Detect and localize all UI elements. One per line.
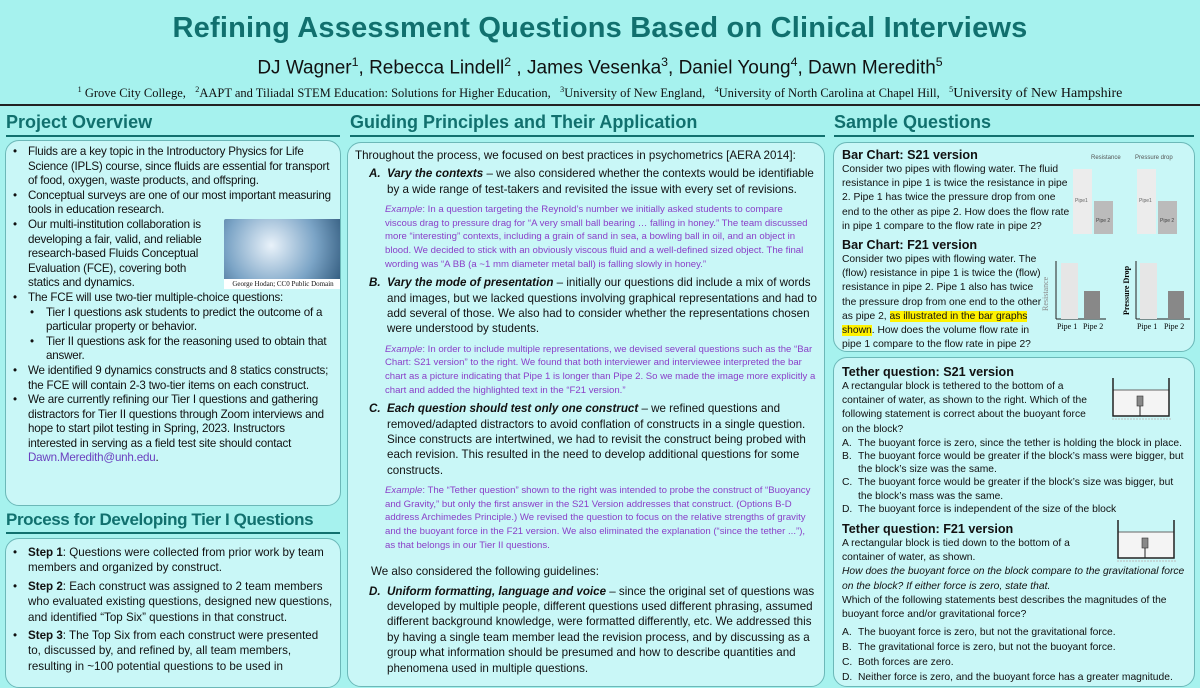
- principle-b: B. Vary the mode of presentation – initially our questions did include a mix of words and images, but we lacked questions involving graphical representations and had to add several of those. We also had to consider whether the representations chosen were understood by students.: [369, 276, 817, 336]
- tether-container-diagram-f21: [1117, 518, 1177, 562]
- overview-bullet: • We are currently refining our Tier I questions and gathering distractors for Tier II questions through Zoom interviews and hope to start pilot testing in Spring, 2023. Instructors interested in serving as a field test site should contact Dawn.Meredith@unh.edu.: [8, 393, 336, 466]
- svg-text:Pipe 1: Pipe 1: [1057, 322, 1078, 331]
- svg-text:Pipe 2: Pipe 2: [1164, 322, 1185, 331]
- principle-b-example: Example: In order to include multiple representations, we devised several questions such as the “Bar Chart: S21 version” to the right. We found that both interviewer and interviewee interpreted the bar chart as a picture indicating that Pipe 1 is longer than Pipe 2. So we made the image more explicitly a chart and added the highlighted text in the “F21 version.”: [385, 343, 816, 396]
- tether-f21-option: A. The buoyant force is zero, but not the gravitational force.: [842, 627, 1116, 639]
- principles-box: [347, 142, 825, 687]
- samples-heading: Sample Questions: [834, 112, 1194, 137]
- authors: DJ Wagner$^1$, Rebecca Lindell$^2$ , James Vesenka$^3$, Daniel Young$^4$, Dawn Meredith$^5$: [257, 55, 943, 79]
- process-heading: Process for Developing Tier I Questions: [6, 510, 340, 534]
- bar-chart-questions-box: [833, 142, 1195, 352]
- tether-f21-option: C. Both forces are zero.: [842, 657, 954, 669]
- poster-title: Refining Assessment Questions Based on Clinical Interviews: [172, 12, 1028, 44]
- overview-bullet: • The FCE will use two-tier multiple-choice questions:: [8, 291, 336, 306]
- header-divider: [0, 104, 1200, 106]
- svg-text:Pipe 2: Pipe 2: [1083, 322, 1104, 331]
- svg-text:Resistance: Resistance: [1041, 276, 1050, 311]
- tether-f21-title: Tether question: F21 version: [842, 522, 1014, 537]
- principle-c: C. Each question should test only one construct – we refined questions and removed/adapted distractors to avoid conflation of constructs in a single question. Since constructs are intertwined, we had to revisit the construct being probed with each revision. This resulted in the need to develop additional questions for some constructs.: [369, 402, 806, 477]
- overview-bullet: • Our multi-institution collaboration is developing a fair, valid, and reliable research-based Fluids Conceptual Evaluation (FCE), covering both statics and dynamics.: [8, 218, 336, 291]
- highlighted-text: as illustrated in the bar graphs shown: [842, 310, 1028, 337]
- overview-subbullet: • Tier II questions ask for the reasoning used to obtain that answer.: [8, 335, 336, 364]
- overview-subbullet: • Tier I questions ask students to predict the outcome of a particular property or behavior.: [8, 306, 336, 335]
- tether-container-diagram: [1112, 376, 1172, 420]
- contact-email-link[interactable]: Dawn.Meredith@unh.edu: [28, 451, 156, 465]
- tether-s21-option: A. The buoyant force is zero, since the tether is holding the block in place.: [842, 437, 1182, 449]
- bar-chart-s21-image: [1069, 149, 1194, 239]
- guidelines-intro: We also considered the following guidelines:: [371, 565, 599, 579]
- tether-f21-text2: Which of the following statements best describes the magnitudes of the buoyant force and/or gravitational force?: [842, 594, 1167, 621]
- svg-text:Pipe1: Pipe1: [1139, 198, 1152, 204]
- tether-f21-option: B. The gravitational force is zero, but not the buoyant force.: [842, 642, 1116, 654]
- tether-s21-option: C. The buoyant force would be greater if the block’s size was bigger, but the block’s mass was the same.: [842, 477, 1174, 502]
- process-step: • Step 3: The Top Six from each construct were presented to, discussed by, and refined by, all team members, resulting in ~100 potential questions to be used in: [8, 628, 334, 674]
- affiliations: $^1$ Grove City College, $^2$AAPT and Tiliadal STEM Education: Solutions for Higher Education, $^3$University of New England, $^4$University of North Carolina at Chapel Hill, $^5$University of New Hampshire: [77, 85, 1123, 102]
- overview-bullet: • Conceptual surveys are one of our most important measuring tools in education research.: [8, 189, 336, 218]
- principles-intro: Throughout the process, we focused on best practices in psychometrics [AERA 2014]:: [355, 149, 796, 162]
- bar-f21-question: Bar Chart: F21 version Consider two pipes with flowing water. The (flow) resistance in pipe 1 is twice the (flow) resistance in pipe 2. Pipe 1 also has twice the pressure drop from one end to the other as pipe 2, as illustrated in the bar graphs shown. How does the volume flow rate in pipe 1 compare to the flow rate in pipe 2?: [842, 238, 1042, 351]
- principle-a: A. Vary the contexts – we also considered whether the contexts would be identifiable by a wide range of test-takers and revisited the issue with every set of revisions.: [369, 167, 814, 196]
- svg-text:Pipe 2: Pipe 2: [1096, 218, 1111, 224]
- photo-caption: George Hodan; CC0 Public Domain: [224, 279, 341, 289]
- project-overview-heading: Project Overview: [6, 112, 340, 137]
- tether-s21-text: A rectangular block is tethered to the bottom of a container of water, as shown to the right. Which of the following statement is correct about the buoyant force on the block?: [842, 381, 1087, 435]
- principle-a-example: Example: In a question targeting the Reynold’s number we initially asked students to compare viscous drag to pressure drag for “A very small ball bearing … falling in honey.” The team discussed more “interesting” contexts, including a grain of sand in sea, a bowling ball in oil, and an object in blood. We decided to stick with an obviously viscous fluid and a well-defined sized object. The final wording was “A BB (a ~1 mm diameter metal ball) is falling slowly in honey.”: [385, 204, 808, 270]
- tether-s21-option: B. The buoyant force would be greater if the block’s mass were bigger, but the block’s size was the same.: [842, 451, 1184, 476]
- principles-heading: Guiding Principles and Their Application: [350, 112, 825, 137]
- project-overview-box: [5, 140, 341, 506]
- svg-text:Pipe 2: Pipe 2: [1160, 218, 1175, 224]
- overview-bullet: • Fluids are a key topic in the Introductory Physics for Life Science (IPLS) course, since fluids are essential for transport of food, oxygen, waste products, and offspring.: [8, 145, 336, 189]
- bar-s21-question: Bar Chart: S21 version Consider two pipes with flowing water. The fluid resistance in pipe 1 is twice the resistance in pipe 2. Pipe 1 has twice the pressure drop from one end to the other as pipe 2. How does the flow rate in pipe 1 compare to the flow rate in pipe 2?: [842, 148, 1070, 232]
- water-splash-photo: [224, 219, 341, 285]
- principle-c-example: Example: The “Tether question” shown to the right was intended to probe the construct of “Buoyancy and Gravity,” but only the first answer in the S21 Version addresses that construct. (Options B-D address Archimedes Principle.) We revised the question to focus on the relative strengths of gravity and the buoyant force in the F21 version. We also eliminated the explanation (“since the tether ...”), as that belongs in our Tier II questions.: [385, 485, 811, 551]
- svg-text:Resistance: Resistance: [1091, 155, 1121, 161]
- process-step: • Step 1: Questions were collected from prior work by team members and organized by construct.: [8, 545, 334, 576]
- principle-d: D. Uniform formatting, language and voice – since the original set of questions was developed by multiple people, different questions used different phrasing, assumed different background knowledge, were formatted differently, etc. We addressed this by having a single team member lead the revision process, and by discussing as a group what information should be presumed and how to describe quantities and phenomena used in multiple questions.: [369, 584, 815, 675]
- svg-text:Pipe 1: Pipe 1: [1137, 322, 1158, 331]
- svg-text:Pressure Drop: Pressure Drop: [1122, 265, 1131, 315]
- tether-s21-title: Tether question: S21 version: [842, 365, 1014, 379]
- bar-chart-f21-image: [1034, 253, 1194, 333]
- tether-f21-italic: How does the buoyant force on the block compare to the gravitational force on the block? If either force is zero, state that.: [842, 566, 1185, 592]
- process-box: [5, 538, 341, 688]
- tether-questions-box: [833, 357, 1195, 687]
- tether-s21-option: D. The buoyant force is independent of the size of the block: [842, 503, 1117, 515]
- tether-f21-option: D. Neither force is zero, and the buoyant force has a greater magnitude.: [842, 672, 1173, 684]
- svg-text:Pipe1: Pipe1: [1075, 198, 1088, 204]
- overview-bullet: • We identified 9 dynamics constructs and 8 statics constructs; the FCE will contain 2-3 two-tier items on each construct.: [8, 364, 336, 393]
- svg-text:Pressure drop: Pressure drop: [1135, 155, 1173, 161]
- process-step: • Step 2: Each construct was assigned to 2 team members who evaluated existing questions, designed new questions, and identified “Top Six” questions in that construct.: [8, 579, 334, 625]
- tether-f21-text: A rectangular block is tied down to the bottom of a container of water, as shown.: [842, 538, 1070, 564]
